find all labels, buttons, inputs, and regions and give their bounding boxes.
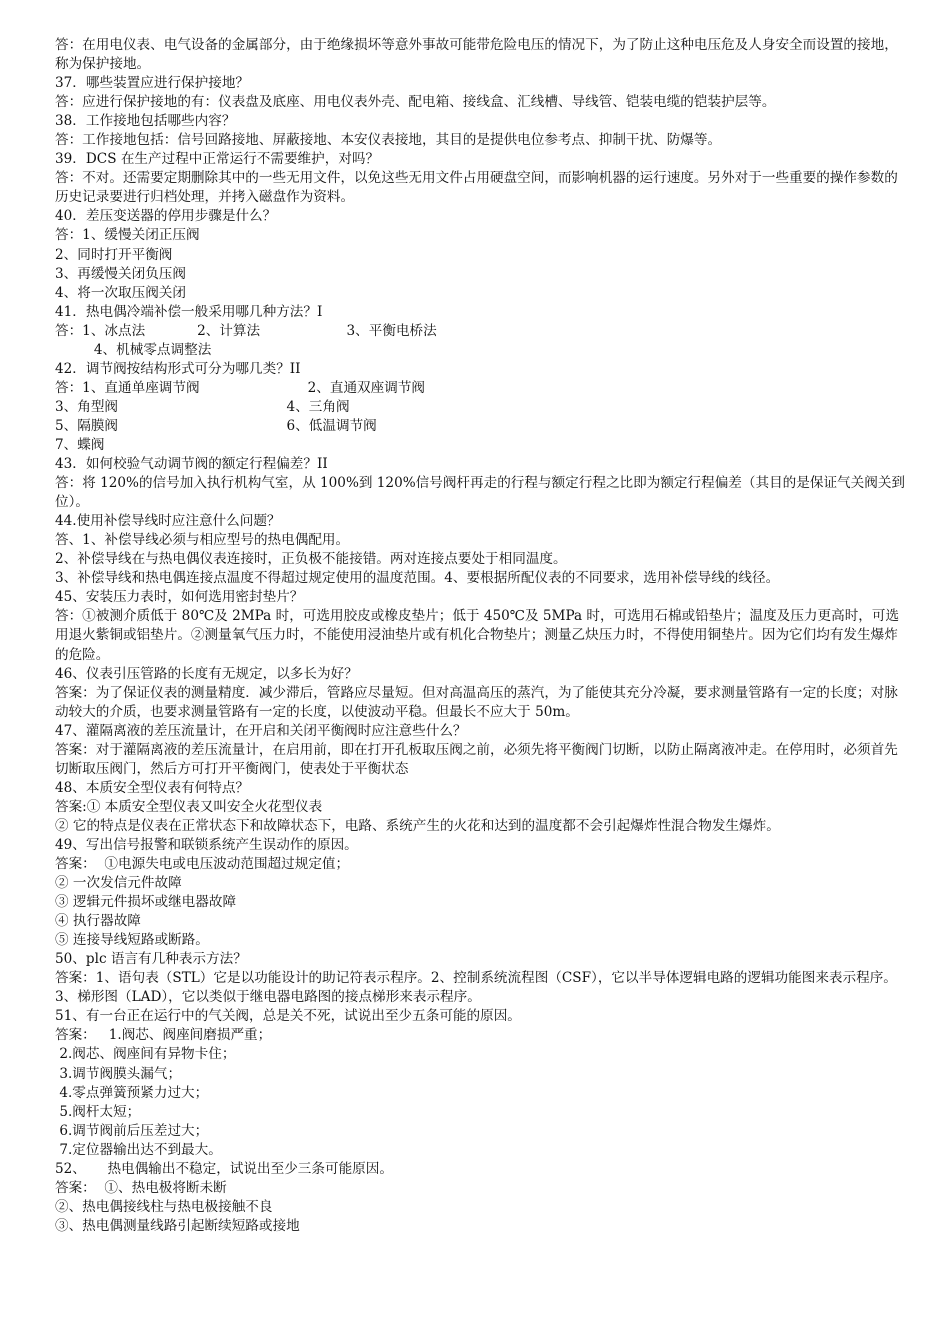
- text-line: 51、有一台正在运行中的气关阀，总是关不死，试说出至少五条可能的原因。: [55, 1008, 521, 1025]
- text-line: 答案：对于灌隔离液的差压流量计，在启用前，即在打开孔板取压阀之前，必须先将平衡阀门切断，以防止隔离液冲走。在停用时，必须首先切断取压阀门，然后方可打开平衡阀门，使表处于平衡状态: [55, 741, 898, 777]
- text-line: 答案：1、语句表（STL）它是以功能设计的助记符表示程序。2、控制系统流程图（CSF），它以半导体逻辑电路的逻辑功能图来表示程序。3、梯形图（LAD），它以类似于继电器电路图的接点梯形来表示程序。: [55, 970, 897, 1006]
- text-line: 答：将 120%的信号加入执行机构气室，从 100%到 120%信号阀杆再走的行程与额定行程之比即为额定行程偏差（其目的是保证气关阀关到位）。: [55, 475, 906, 511]
- text-line: ② 它的特点是仪表在正常状态下和故障状态下，电路、系统产生的火花和达到的温度都不会引起爆炸性混合物发生爆炸。: [55, 817, 780, 834]
- text-line: 答：①被测介质低于 80℃及 2MPa 时，可选用胶皮或橡皮垫片；低于 450℃及 5MPa 时，可选用石棉或铅垫片；温度及压力更高时，可选用退火紫铜或铝垫片。②测量氧气压力时，不能使用浸油垫片或有机化合物垫片；测量乙炔压力时，不得使用铜垫片。因为它们均有发生爆炸的危险。: [55, 608, 900, 663]
- text-line: 7、蝶阀: [55, 436, 105, 453]
- text-line: 答：应进行保护接地的有：仪表盘及底座、用电仪表外壳、配电箱、接线盒、汇线槽、导线管、铠装电缆的铠装护层等。: [55, 94, 776, 111]
- text-line: 39．DCS 在生产过程中正常运行不需要维护，对吗？: [55, 151, 380, 168]
- text-line: 37．哪些装置应进行保护接地？: [55, 75, 250, 92]
- text-line: 38．工作接地包括哪些内容？: [55, 113, 236, 130]
- text-line: 3、补偿导线和热电偶连接点温度不得超过规定使用的温度范围。4、要根据所配仪表的不同要求，选用补偿导线的线径。: [55, 570, 780, 587]
- text-line: 52、 热电偶输出不稳定，试说出至少三条可能原因。: [55, 1160, 393, 1177]
- text-line: 7.定位器输出达不到最大。: [55, 1141, 222, 1158]
- text-line: ③、热电偶测量线路引起断续短路或接地: [55, 1217, 300, 1234]
- text-line: 答：1、冰点法 2、计算法 3、平衡电桥法: [55, 322, 437, 339]
- text-line: 3.调节阀膜头漏气；: [55, 1065, 182, 1082]
- text-line: 答：1、直通单座调节阀 2、直通双座调节阀: [55, 379, 426, 396]
- text-line: ②、热电偶接线柱与热电极接触不良: [55, 1198, 273, 1215]
- text-line: 答案:① 本质安全型仪表又叫安全火花型仪表: [55, 798, 323, 815]
- text-line: ④ 执行器故障: [55, 913, 141, 930]
- text-line: 49、写出信号报警和联锁系统产生误动作的原因。: [55, 836, 358, 853]
- text-line: 40．差压变送器的停用步骤是什么？: [55, 208, 277, 225]
- text-line: 42．调节阀按结构形式可分为哪几类？II: [55, 360, 301, 377]
- text-line: 2.阀芯、阀座间有异物卡住；: [55, 1046, 236, 1063]
- text-line: 答：在用电仪表、电气设备的金属部分，由于绝缘损坏等意外事故可能带危险电压的情况下，为了防止这种电压危及人身安全而设置的接地，称为保护接地。: [55, 37, 898, 73]
- text-line: 答：工作接地包括：信号回路接地、屏蔽接地、本安仪表接地，其目的是提供电位参考点、抑制干扰、防爆等。: [55, 132, 722, 149]
- text-line: 50、plc 语言有几种表示方法？: [55, 951, 247, 968]
- text-line: 47、灌隔离液的差压流量计，在开启和关闭平衡阀时应注意些什么？: [55, 722, 467, 739]
- text-line: ③ 逻辑元件损坏或继电器故障: [55, 894, 237, 911]
- text-line: 答案： ①、热电极将断未断: [55, 1179, 227, 1196]
- text-line: 答案： ①电源失电或电压波动范围超过规定值；: [55, 856, 350, 873]
- text-line: ② 一次发信元件故障: [55, 875, 182, 892]
- text-line: 4、机械零点调整法: [55, 341, 212, 358]
- text-line: 4、将一次取压阀关闭: [55, 284, 186, 301]
- text-line: 3、角型阀 4、三角阀: [55, 398, 350, 415]
- text-line: 2、同时打开平衡阀: [55, 246, 173, 263]
- text-line: 6.调节阀前后压差过大；: [55, 1122, 209, 1139]
- text-line: 44.使用补偿导线时应注意什么问题？: [55, 513, 281, 530]
- text-line: 46、仪表引压管路的长度有无规定，以多长为好？: [55, 665, 358, 682]
- text-line: 答：不对。还需要定期删除其中的一些无用文件，以免这些无用文件占用硬盘空间，而影响机器的运行速度。另外对于一些重要的操作参数的历史记录要进行归档处理，并拷入磁盘作为资料。: [55, 170, 898, 206]
- text-line: 5、隔膜阀 6、低温调节阀: [55, 417, 377, 434]
- text-line: 43．如何校验气动调节阀的额定行程偏差？II: [55, 456, 328, 473]
- text-line: 答案：为了保证仪表的测量精度．减少滞后，管路应尽量短。但对高温高压的蒸汽，为了能使其充分冷凝，要求测量管路有一定的长度；对脉动较大的介质，也要求测量管路有一定的长度，以使波动平稳。但最长不应大于 50m。: [55, 684, 898, 720]
- text-line: 2、补偿导线在与热电偶仪表连接时，正负极不能接错。两对连接点要处于相同温度。: [55, 551, 567, 568]
- text-line: ⑤ 连接导线短路或断路。: [55, 932, 209, 949]
- text-line: 41．热电偶冷端补偿一般采用哪几种方法？I: [55, 303, 323, 320]
- text-line: 45、安装压力表时，如何选用密封垫片？: [55, 589, 304, 606]
- text-line: 答、1、补偿导线必须与相应型号的热电偶配用。: [55, 532, 350, 549]
- text-line: 答：1、缓慢关闭正压阀: [55, 227, 200, 244]
- text-line: 5.阀杆太短；: [55, 1103, 141, 1120]
- text-line: 48、本质安全型仪表有何特点？: [55, 779, 250, 796]
- text-line: 3、再缓慢关闭负压阀: [55, 265, 186, 282]
- text-line: 4.零点弹簧预紧力过大；: [55, 1084, 209, 1101]
- text-line: 答案： 1.阀芯、阀座间磨损严重；: [55, 1027, 272, 1044]
